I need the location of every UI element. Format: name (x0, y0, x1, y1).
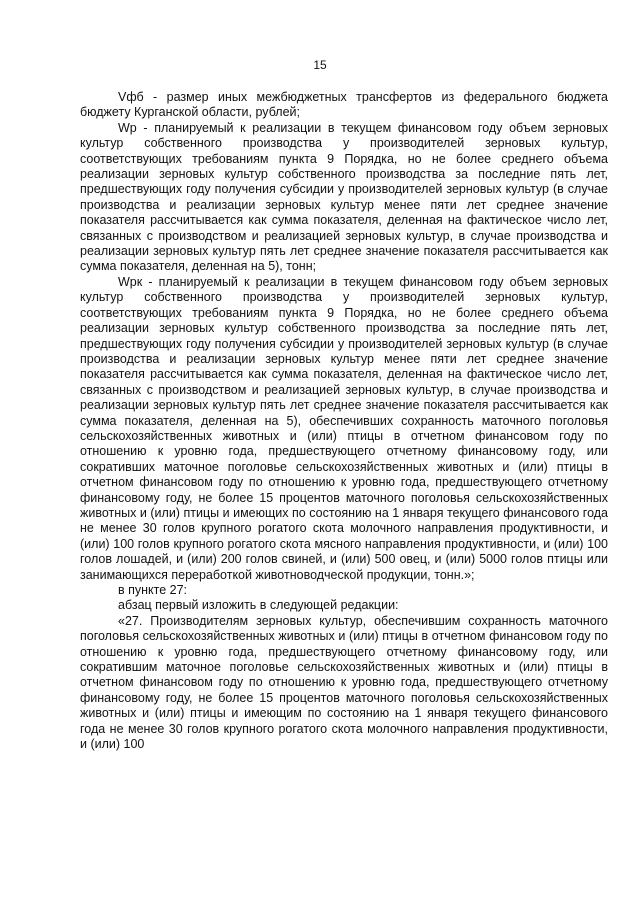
paragraph-wp-definition: Wp - планируемый к реализации в текущем финансовом году объем зерновых культур собственного производства у производителей зерновых культур, соответствующих требованиям пункта 9 Порядка, но не более среднего объема реализации зерновых культур собственного производства за последние пять лет, предшествующих году получения субсидии у производителей зерновых культур (в случае производства и реализации зерновых культур менее пяти лет среднее значение показателя рассчитывается как сумма показателя, деленная на фактическое число лет, связанных с производством и реализацией зерновых культур, в случае производства и реализации зерновых культур пять лет среднее значение показателя рассчитывается как сумма показателя, деленная на 5), тонн; (80, 120, 608, 274)
paragraph-clause-27-intro: в пункте 27: (118, 583, 188, 597)
paragraph-clause-27-text: «27. Производителям зерновых культур, обеспечившим сохранность маточного поголовья сельскохозяйственных животных и (или) птицы в отчетном финансовом году по отношению к уровню года, предшествующего отчетному финансовому году, или сократившим маточное поголовье сельскохозяйственных животных и (или) птицы в отчетном финансовом году по отношению к уровню года, предшествующего отчетному финансовому году, не более 15 процентов маточного поголовья сельскохозяйственных животных и (или) птицы и имеющим по состоянию на 1 января текущего финансового года не менее 30 голов крупного рогатого скота молочного направления продуктивности, и (или) 100 (80, 613, 608, 752)
document-body (80, 90, 608, 752)
page-number: 15 (313, 58, 327, 72)
paragraph-wpk-definition: Wpк - планируемый к реализации в текущем финансовом году объем зерновых культур собственного производства у производителей зерновых культур, соответствующих требованиям пункта 9 Порядка, но не более среднего объема реализации зерновых культур собственного производства за последние пять лет, предшествующих году получения субсидии у производителей зерновых культур (в случае производства и реализации зерновых культур менее пяти лет среднее значение показателя рассчитывается как сумма показателя, деленная на фактическое число лет, связанных с производством и реализацией зерновых культур, в случае производства и реализации зерновых культур пять лет среднее значение показателя рассчитывается как сумма показателя, деленная на 5), обеспечивших сохранность маточного поголовья сельскохозяйственных животных и (или) птицы в отчетном финансовом году по отношению к уровню года, предшествующего отчетному финансовому году, или сокративших маточное поголовье сельскохозяйственных животных и (или) птицы в отчетном финансовом году по отношению к уровню года, предшествующего отчетному финансовому году, не более 15 процентов маточного поголовья сельскохозяйственных животных и (или) птицы и имеющих по состоянию на 1 января текущего финансового года не менее 30 голов крупного рогатого скота молочного направления продуктивности, и (или) 100 голов крупного рогатого скота мясного направления продуктивности, и (или) 100 голов лошадей, и (или) 200 голов свиней, и (или) 500 овец, и (или) 5000 голов птицы или занимающихся переработкой животноводческой продукции, тонн.»; (80, 274, 608, 582)
paragraph-first-subclause-note: абзац первый изложить в следующей редакции: (118, 598, 399, 613)
paragraph-vfb-definition: Vфб - размер иных межбюджетных трансфертов из федерального бюджета бюджету Курганской области, рублей; (80, 90, 608, 120)
